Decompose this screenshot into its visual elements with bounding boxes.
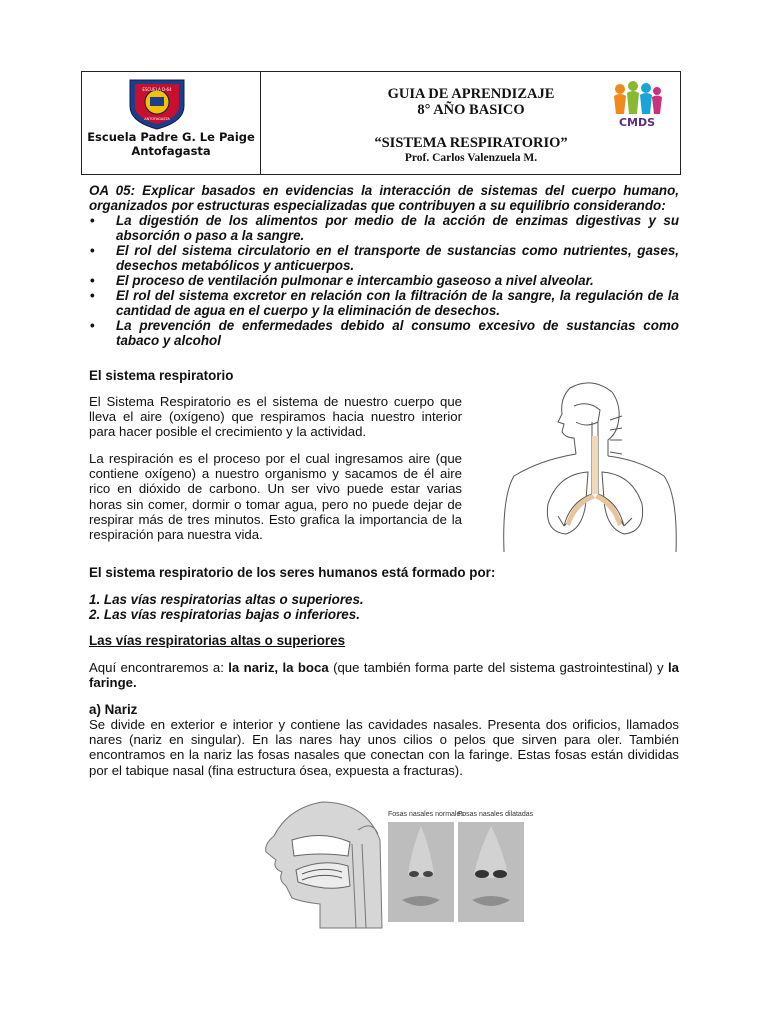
- objective-intro: OA 05: Explicar basados en evidencias la interacción de sistemas del cuerpo humano, organizados por estructuras especializadas que contribuyen a su equilibrio considerando:: [89, 183, 679, 213]
- objective-bullet: • La digestión de los alimentos por medio de la acción de enzimas digestivas y su absorción o paso a la sangre.: [89, 213, 679, 243]
- head-cross-section-illustration: [262, 800, 384, 928]
- paragraph-definition: El Sistema Respiratorio es el sistema de nuestro cuerpo que lleva el aire (oxígeno) que respiramos hacia nuestro interior para hacer posible el crecimiento y la actividad.: [89, 394, 462, 440]
- guide-title: GUIA DE APRENDIZAJE: [387, 86, 555, 102]
- intro-text: Aquí encontraremos a:: [89, 660, 229, 675]
- school-cell: [82, 72, 261, 174]
- intro-bold-pharynx: la faringe.: [89, 660, 679, 691]
- objective-bullet: • El rol del sistema circulatorio en el transporte de sustancias como nutrientes, gases, desechos metabólicos y anticuerpos.: [89, 243, 679, 273]
- school-crest-icon: [126, 78, 188, 130]
- cmds-logo-icon: [606, 80, 668, 132]
- grade-title: 8° AÑO BASICO: [417, 102, 525, 118]
- dilated-nostrils-photo: [458, 808, 534, 922]
- svg-text:ANTOFAGASTA: ANTOFAGASTA: [144, 117, 170, 121]
- airway-list: [89, 592, 364, 622]
- section-heading-respiratory: El sistema respiratorio: [89, 368, 234, 383]
- objective-list: [89, 213, 679, 348]
- title-cell: [261, 72, 680, 174]
- paragraph-respiration: La respiración es el proceso por el cual ingresamos aire (que contiene oxígeno) a nuestro organismo y sacamos de él aire rico en dióxido de carbono. Un ser vivo puede estar varias horas sin comer, dormir o tomar agua, pero no puede dejar de respirar más de tres minutos. Esto grafica la importancia de la respiración para nuestra vida.: [89, 451, 462, 543]
- respiratory-system-illustration: [500, 376, 680, 554]
- school-name-line1: Escuela Padre G. Le Paige: [87, 130, 255, 144]
- learning-objective: [89, 183, 679, 348]
- intro-bold-nose-mouth: la nariz, la boca: [228, 660, 329, 675]
- subheading-nose: a) Nariz: [89, 702, 138, 717]
- section-heading-formed: El sistema respiratorio de los seres humanos está formado por:: [89, 565, 496, 580]
- airway-item-upper: 1. Las vías respiratorias altas o superiores.: [89, 592, 364, 607]
- objective-bullet: • El proceso de ventilación pulmonar e intercambio gaseoso a nivel alveolar.: [89, 273, 679, 288]
- school-name: [82, 130, 260, 158]
- objective-bullet: • El rol del sistema excretor en relación con la filtración de la sangre, la regulación de la cantidad de agua en el cuerpo y la eliminación de desechos.: [89, 288, 679, 318]
- objective-bullet: • La prevención de enfermedades debido al consumo excesivo de sustancias como tabaco y alcohol: [89, 318, 679, 348]
- airway-item-lower: 2. Las vías respiratorias bajas o inferiores.: [89, 607, 360, 622]
- caption-dilated: Fosas nasales dilatadas: [458, 811, 534, 818]
- caption-normal: Fosas nasales normales: [388, 811, 464, 818]
- svg-text:ESCUELA D-64: ESCUELA D-64: [142, 87, 172, 92]
- paragraph-nose: Se divide en exterior e interior y contiene las cavidades nasales. Presenta dos orificios, llamados nares (nariz en singular). En las nares hay unos cilios o pelos que sirven para oler. También encontramos en la nariz las fosas nasales que conectan con la faringe. Estas fosas están divididas por el tabique nasal (fina estructura ósea, expuesta a fracturas).: [89, 717, 679, 778]
- intro-text-middle: (que también forma parte del sistema gastrointestinal) y: [328, 660, 668, 675]
- school-name-line2: Antofagasta: [131, 144, 211, 158]
- teacher-name: Prof. Carlos Valenzuela M.: [404, 152, 538, 164]
- normal-nostrils-photo: [388, 808, 464, 922]
- paragraph-upper-airways: [89, 660, 679, 690]
- svg-text:CMDS: CMDS: [618, 116, 656, 129]
- header-table: [81, 71, 681, 175]
- topic-title: “SISTEMA RESPIRATORIO”: [374, 135, 568, 151]
- section-heading-upper-airways: Las vías respiratorias altas o superiores: [89, 633, 346, 648]
